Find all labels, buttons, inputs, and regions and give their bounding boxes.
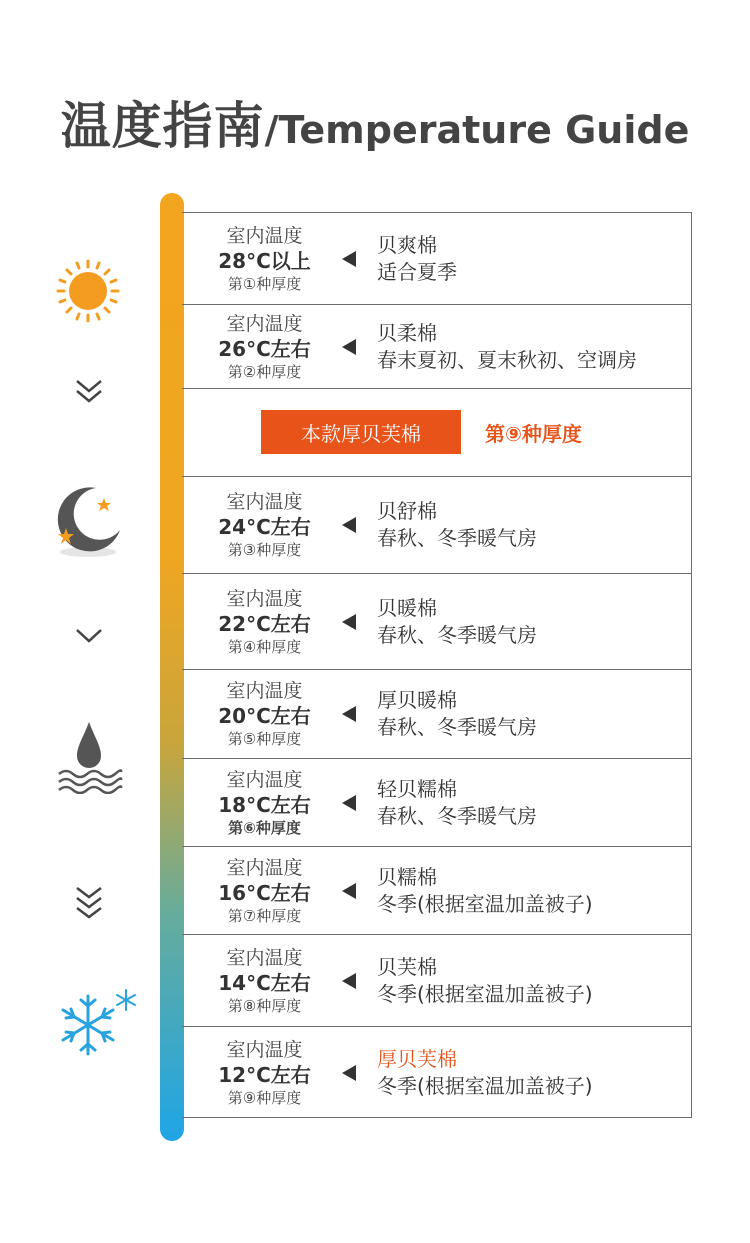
- temp-label: 室内温度: [226, 491, 303, 513]
- table-row: [182, 1027, 691, 1119]
- arrow-left-icon: [342, 883, 356, 899]
- arrow-left-icon: [342, 339, 356, 355]
- product-cell: [377, 1027, 593, 1119]
- temp-value: 14°C左右: [218, 970, 311, 995]
- arrow-left-icon: [342, 1065, 356, 1081]
- temperature-cell: [182, 213, 347, 304]
- title-cn: 温度指南: [60, 97, 265, 155]
- temp-label: 室内温度: [226, 1039, 303, 1061]
- arrow-left-icon: [342, 795, 356, 811]
- product-name: 厚贝暖棉: [377, 688, 457, 712]
- temp-label: 室内温度: [226, 768, 303, 791]
- temp-value: 20°C左右: [218, 704, 311, 728]
- season-text: 春秋、冬季暖气房: [377, 622, 537, 647]
- thickness-level: 第⑥种厚度: [228, 818, 301, 837]
- sun-icon: [55, 258, 121, 324]
- arrow-left-icon: [342, 614, 356, 630]
- thickness-level: 第⑨种厚度: [227, 1089, 302, 1107]
- chevron-down-icon: [74, 626, 104, 646]
- thickness-level: 第⑦种厚度: [227, 906, 302, 925]
- moon-star-icon: [52, 480, 124, 560]
- this-product-badge: 本款厚贝芙棉: [261, 410, 461, 454]
- product-name: 贝芙棉: [377, 954, 437, 979]
- thickness-level: 第③种厚度: [227, 541, 302, 559]
- temp-label: 室内温度: [226, 680, 303, 702]
- temp-label: 室内温度: [226, 224, 303, 247]
- temperature-cell: [182, 477, 347, 573]
- temp-value: 12°C左右: [218, 1063, 311, 1087]
- season-text: 春秋、冬季暖气房: [377, 715, 537, 739]
- product-cell: [377, 574, 537, 669]
- season-text: 春末夏初、夏末秋初、空调房: [377, 347, 637, 372]
- temperature-gradient-bar: [160, 193, 184, 1141]
- temp-label: 室内温度: [226, 587, 303, 610]
- arrow-left-icon: [342, 251, 356, 267]
- title-en: /Temperature Guide: [264, 108, 690, 152]
- arrow-left-icon: [342, 706, 356, 722]
- water-drop-icon: [55, 720, 123, 794]
- table-row: [182, 213, 691, 305]
- temp-label: 室内温度: [226, 856, 303, 879]
- thickness-level: 第④种厚度: [227, 637, 302, 656]
- temp-value: 22°C左右: [218, 611, 311, 636]
- snowflake-icon: [54, 988, 138, 1058]
- table-row: [182, 759, 691, 847]
- product-cell: [377, 847, 593, 934]
- temperature-cell: [182, 759, 347, 846]
- chevron-down-double-icon: [74, 377, 104, 407]
- temp-value: 18°C左右: [218, 792, 311, 817]
- thickness-level: 第⑧种厚度: [227, 996, 302, 1015]
- page-title: [0, 86, 750, 158]
- season-text: 春秋、冬季暖气房: [377, 526, 537, 550]
- temperature-cell: [182, 574, 347, 669]
- product-name: 贝糯棉: [377, 864, 437, 889]
- temperature-table: [182, 212, 692, 1118]
- season-text: 冬季(根据室温加盖被子): [377, 981, 593, 1006]
- highlight-row: [182, 389, 691, 477]
- season-text: 适合夏季: [377, 259, 457, 284]
- thickness-level: 第⑤种厚度: [227, 730, 302, 748]
- table-row: [182, 574, 691, 670]
- product-name: 贝爽棉: [377, 232, 437, 257]
- temperature-cell: [182, 1027, 347, 1119]
- table-row: [182, 477, 691, 574]
- table-row: [182, 935, 691, 1027]
- highlight-level: 第⑨种厚度: [485, 422, 582, 446]
- temp-label: 室内温度: [226, 946, 303, 969]
- season-text: 冬季(根据室温加盖被子): [377, 891, 593, 916]
- temp-value: 26°C左右: [218, 336, 311, 361]
- arrow-left-icon: [342, 973, 356, 989]
- product-name: 贝舒棉: [377, 499, 437, 523]
- table-row: [182, 847, 691, 935]
- chevron-down-triple-icon: [74, 885, 104, 925]
- product-cell: [377, 477, 537, 573]
- product-cell: [377, 935, 593, 1026]
- thickness-level: 第①种厚度: [227, 274, 302, 293]
- temp-value: 16°C左右: [218, 880, 311, 905]
- product-name: 贝柔棉: [377, 320, 437, 345]
- arrow-left-icon: [342, 517, 356, 533]
- product-name: 厚贝芙棉: [377, 1047, 457, 1071]
- table-row: [182, 305, 691, 389]
- product-cell: [377, 305, 637, 388]
- product-name: 轻贝糯棉: [377, 776, 457, 801]
- product-cell: [377, 759, 537, 846]
- product-name: 贝暖棉: [377, 595, 437, 620]
- temperature-cell: [182, 670, 347, 758]
- thickness-level: 第②种厚度: [227, 362, 302, 381]
- temperature-cell: [182, 305, 347, 388]
- season-text: 春秋、冬季暖气房: [377, 803, 537, 828]
- temperature-cell: [182, 935, 347, 1026]
- season-text: 冬季(根据室温加盖被子): [377, 1074, 593, 1098]
- table-row: [182, 670, 691, 759]
- product-cell: [377, 670, 537, 758]
- temp-value: 28°C以上: [218, 248, 311, 273]
- temperature-cell: [182, 847, 347, 934]
- temp-value: 24°C左右: [218, 515, 311, 539]
- temp-label: 室内温度: [226, 312, 303, 335]
- product-cell: [377, 213, 457, 304]
